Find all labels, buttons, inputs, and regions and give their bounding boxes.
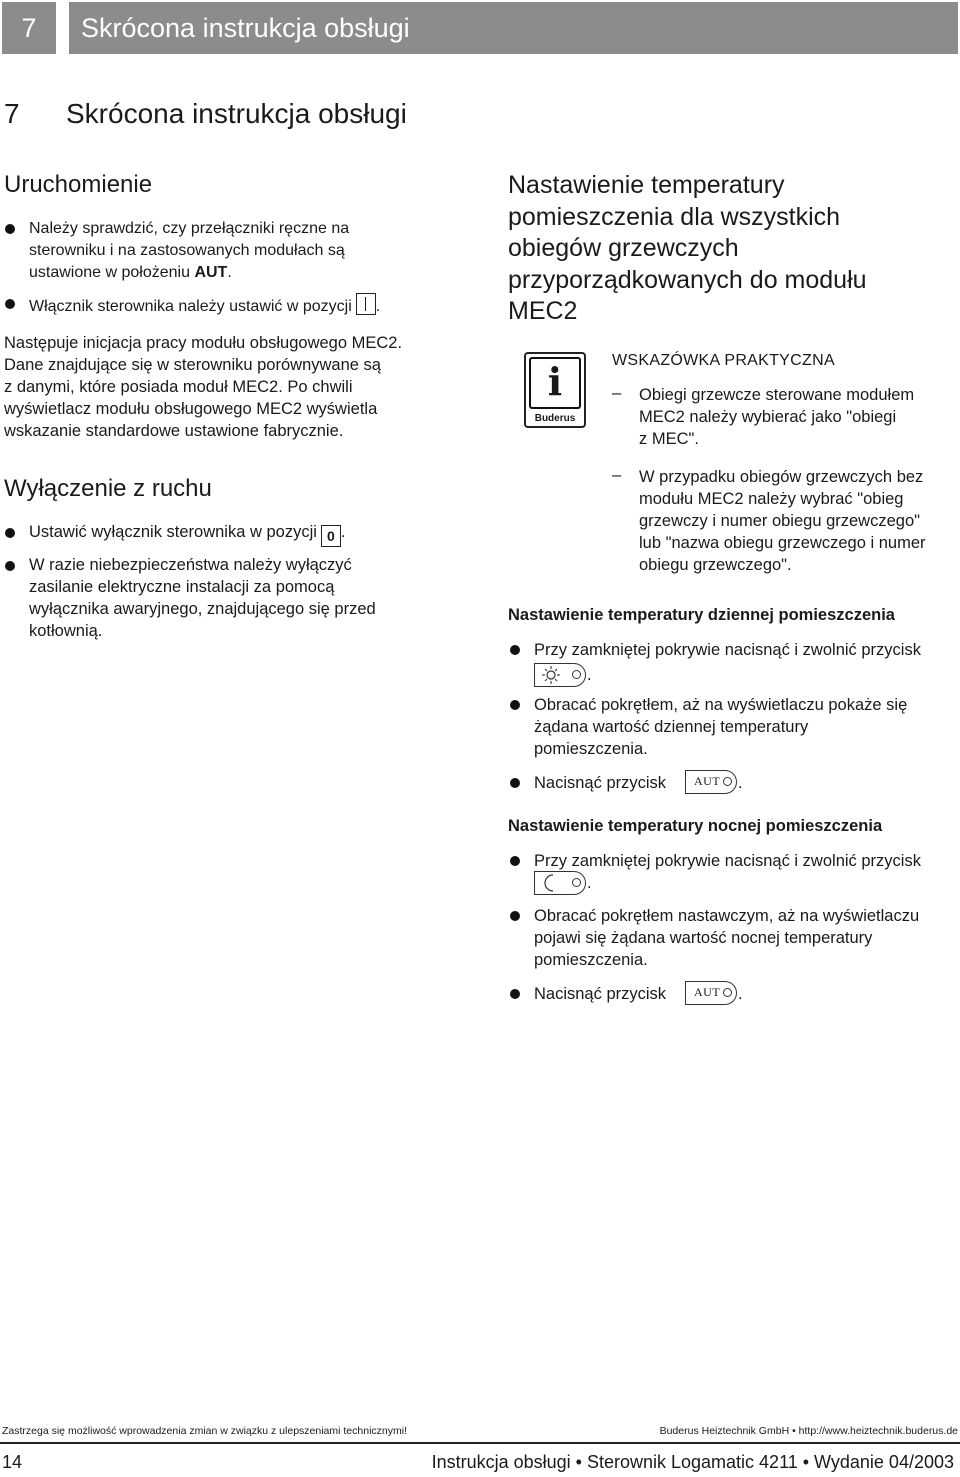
dash-icon: – — [612, 384, 622, 402]
shutdown-bullet-1: Ustawić wyłącznik sterownika w pozycji 0 . — [29, 521, 469, 547]
dash-icon: – — [612, 466, 622, 484]
bullet-icon — [510, 778, 520, 788]
tip-item-2: W przypadku obiegów grzewczych bez modułu MEC2 należy wybrać "obieg grzewczy i numer obiegu grzewczego" lub "nazwa obiegu grzewczego i numer obiegu grzewczego". — [639, 468, 926, 574]
header-chapter-number: 7 — [2, 2, 56, 54]
startup-bullet-1: Należy sprawdzić, czy przełączniki ręczne na sterowniku i na zastosowanych modułach są ustawione w położeniu AUT. — [29, 220, 350, 281]
switch-position-0-icon: 0 — [321, 525, 341, 547]
day-temp-heading: Nastawienie temperatury dziennej pomieszczenia — [508, 606, 895, 624]
footer-company: Buderus Heiztechnik GmbH • http://www.heiztechnik.buderus.de — [659, 1425, 958, 1437]
night-bullet-2: Obracać pokrętłem nastawczym, aż na wyświetlaczu pojawi się żądana wartość nocnej temperatury pomieszczenia. — [534, 907, 920, 969]
bullet-icon — [510, 989, 520, 999]
aut-button-icon: AUT — [685, 981, 737, 1005]
night-bullet-3: Nacisnąć przycisk — [534, 985, 667, 1003]
night-bullet-1-end: . — [587, 874, 592, 892]
day-bullet-3: Nacisnąć przycisk — [534, 774, 667, 792]
bullet-icon — [5, 299, 15, 309]
day-bullet-2: Obracać pokrętłem, aż na wyświetlaczu pokaże się żądana wartość dziennej temperatury pomieszczenia. — [534, 696, 908, 758]
night-temp-heading: Nastawienie temperatury nocnej pomieszczenia — [508, 817, 883, 835]
bullet-icon — [5, 224, 15, 234]
footer-divider — [0, 1442, 960, 1444]
bullet-icon — [510, 645, 520, 655]
shutdown-bullet-2: W razie niebezpieczeństwa należy wyłączyć — [29, 556, 352, 574]
right-heading: Nastawienie temperatury pomieszczenia dla wszystkich obiegów grzewczych przyporządkowanych do modułu MEC2 — [508, 171, 867, 325]
switch-position-i-icon — [356, 293, 376, 315]
startup-heading: Uruchomienie — [4, 171, 153, 198]
night-bullet-3-end: . — [738, 985, 743, 1003]
bullet-icon — [5, 561, 15, 571]
bullet-icon — [510, 700, 520, 710]
page-number: 14 — [2, 1452, 23, 1472]
moon-button-icon — [534, 871, 586, 895]
day-bullet-1: Przy zamkniętej pokrywie nacisnąć i zwolnić przycisk — [534, 641, 921, 659]
shutdown-bullet-2-cont: zasilanie elektryczne instalacji za pomocą wyłącznika awaryjnego, znajdującego się przed kotłownią. — [29, 578, 376, 640]
bullet-icon — [5, 528, 15, 538]
buderus-logo: Buderus — [534, 413, 576, 424]
night-bullet-1: Przy zamkniętej pokrywie nacisnąć i zwolnić przycisk — [534, 852, 921, 870]
tip-title: WSKAZÓWKA PRAKTYCZNA — [612, 352, 835, 369]
info-icon: i Buderus — [524, 352, 586, 428]
aut-button-icon: AUT — [685, 770, 737, 794]
day-bullet-3-end: . — [738, 774, 743, 792]
bullet-icon — [510, 911, 520, 921]
document-title: Instrukcja obsługi • Sterownik Logamatic 4211 • Wydanie 04/2003 — [431, 1452, 954, 1472]
footer-note: Zastrzega się możliwość wprowadzenia zmian w związku z ulepszeniami technicznymi! — [2, 1425, 407, 1437]
sun-button-icon — [534, 663, 586, 687]
header-chapter-title: Skrócona instrukcja obsługi — [69, 2, 958, 54]
startup-bullet-2: Włącznik sterownika należy ustawić w pozycji . — [29, 293, 469, 318]
startup-paragraph: Następuje inicjacja pracy modułu obsługowego MEC2. Dane znajdujące się w sterowniku porównywane są z danymi, które posiada moduł MEC2. Po chwili wyświetlacz modułu obsługowego MEC2 wyświetla wskazanie standardowe ustawione fabrycznie. — [4, 334, 403, 440]
day-bullet-1-end: . — [587, 666, 592, 684]
chapter-title: Skrócona instrukcja obsługi — [66, 98, 407, 129]
bullet-icon — [510, 856, 520, 866]
shutdown-heading: Wyłączenie z ruchu — [4, 475, 212, 502]
chapter-number: 7 — [4, 98, 20, 129]
tip-item-1: Obiegi grzewcze sterowane modułem MEC2 należy wybierać jako "obiegi z MEC". — [639, 386, 915, 448]
